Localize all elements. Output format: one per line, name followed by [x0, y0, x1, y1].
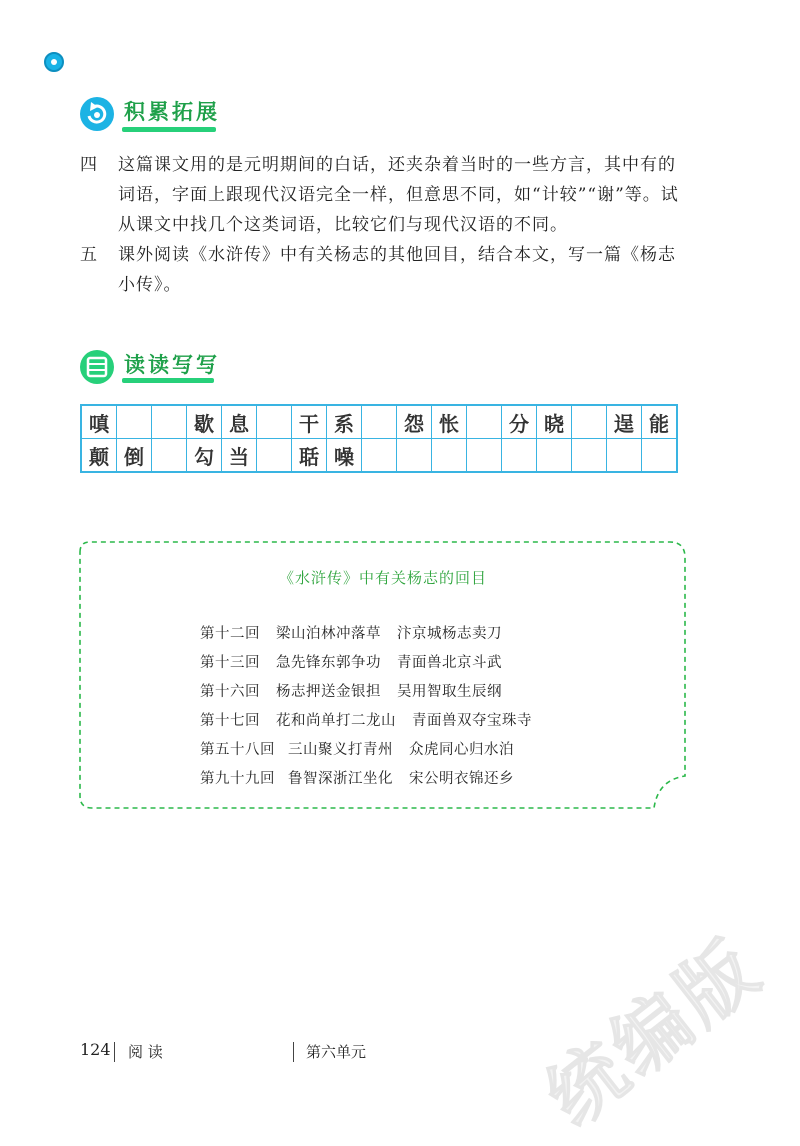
chapter-title-b: 汴京城杨志卖刀 — [397, 626, 502, 642]
grid-cell — [117, 405, 152, 439]
grid-cell — [537, 439, 572, 473]
footer-divider — [114, 1042, 115, 1062]
chapter-title-b: 众虎同心归水泊 — [409, 742, 514, 758]
question-text: 课外阅读《水浒传》中有关杨志的其他回目，结合本文，写一篇《杨志小传》。 — [118, 245, 676, 295]
refresh-arrow-icon — [78, 95, 116, 133]
vocab-row — [81, 439, 677, 473]
chapter-item — [200, 622, 532, 651]
chapter-title-a: 鲁智深浙江坐化 — [288, 771, 393, 787]
grid-cell — [257, 439, 292, 473]
footer-divider — [293, 1042, 294, 1062]
grid-cell — [642, 439, 678, 473]
grid-cell: 当 — [222, 439, 257, 473]
vocabulary-grid — [80, 404, 678, 473]
grid-cell — [572, 439, 607, 473]
chapter-list — [200, 622, 532, 796]
chapter-title-a: 梁山泊林冲落草 — [276, 626, 381, 642]
chapter-number: 第五十八回 — [200, 742, 275, 758]
grid-cell — [467, 439, 502, 473]
chapter-number: 第十六回 — [200, 684, 260, 700]
grid-cell: 倒 — [117, 439, 152, 473]
chapter-title-a: 杨志押送金银担 — [276, 684, 381, 700]
lined-paper-icon — [78, 348, 116, 386]
page-number: 124 — [80, 1040, 111, 1059]
grid-cell — [362, 405, 397, 439]
grid-cell: 能 — [642, 405, 678, 439]
chapter-item — [200, 709, 532, 738]
chapter-item — [200, 738, 532, 767]
grid-cell: 干 — [292, 405, 327, 439]
grid-cell — [572, 405, 607, 439]
grid-cell — [502, 439, 537, 473]
question-text: 这篇课文用的是元明期间的白话，还夹杂着当时的一些方言，其中有的词语，字面上跟现代汉语完全一样，但意思不同，如“计较”“谢”等。试从课文中找几个这类词语，比较它们与现代汉语的不同。 — [118, 155, 679, 235]
chapter-title-b: 青面兽北京斗武 — [397, 655, 502, 671]
question-4 — [80, 150, 700, 240]
grid-cell: 晓 — [537, 405, 572, 439]
grid-cell — [607, 439, 642, 473]
chapter-item — [200, 680, 532, 709]
grid-cell — [467, 405, 502, 439]
question-number: 五 — [80, 245, 98, 265]
grid-cell: 怨 — [397, 405, 432, 439]
chapter-number: 第十七回 — [200, 713, 260, 729]
chapter-title-a: 花和尚单打二龙山 — [276, 713, 396, 729]
grid-cell: 嗔 — [81, 405, 117, 439]
grid-cell: 歇 — [187, 405, 222, 439]
chapter-title-a: 急先锋东郭争功 — [276, 655, 381, 671]
grid-cell: 分 — [502, 405, 537, 439]
grid-cell — [152, 439, 187, 473]
grid-cell — [257, 405, 292, 439]
watermark: 统编版 — [529, 921, 779, 1143]
section-title-underline — [122, 378, 214, 383]
grid-cell: 聒 — [292, 439, 327, 473]
chapter-title-a: 三山聚义打青州 — [288, 742, 393, 758]
grid-cell: 逞 — [607, 405, 642, 439]
footer-section: 阅 读 — [128, 1043, 163, 1061]
grid-cell: 颠 — [81, 439, 117, 473]
chapter-box-title: 《水浒传》中有关杨志的回目 — [278, 569, 487, 587]
chapter-title-b: 青面兽双夺宝珠寺 — [412, 713, 532, 729]
chapter-number: 第十三回 — [200, 655, 260, 671]
vocab-row — [81, 405, 677, 439]
section-title-accumulate: 积累拓展 — [124, 100, 220, 124]
footer-unit: 第六单元 — [306, 1043, 367, 1061]
grid-cell: 勾 — [187, 439, 222, 473]
chapter-item — [200, 767, 532, 796]
chapter-title-b: 吴用智取生辰纲 — [397, 684, 502, 700]
chapter-item — [200, 651, 532, 680]
grid-cell — [432, 439, 467, 473]
question-5 — [80, 240, 700, 300]
section-title-read-write: 读读写写 — [124, 353, 220, 377]
question-number: 四 — [80, 155, 98, 175]
chapter-number: 第九十九回 — [200, 771, 275, 787]
chapter-title-b: 宋公明衣锦还乡 — [409, 771, 514, 787]
grid-cell — [362, 439, 397, 473]
grid-cell: 息 — [222, 405, 257, 439]
corner-face-icon — [44, 52, 64, 72]
grid-cell: 系 — [327, 405, 362, 439]
grid-cell: 噪 — [327, 439, 362, 473]
grid-cell: 怅 — [432, 405, 467, 439]
grid-cell — [397, 439, 432, 473]
grid-cell — [152, 405, 187, 439]
section-title-underline — [122, 127, 216, 132]
chapter-number: 第十二回 — [200, 626, 260, 642]
